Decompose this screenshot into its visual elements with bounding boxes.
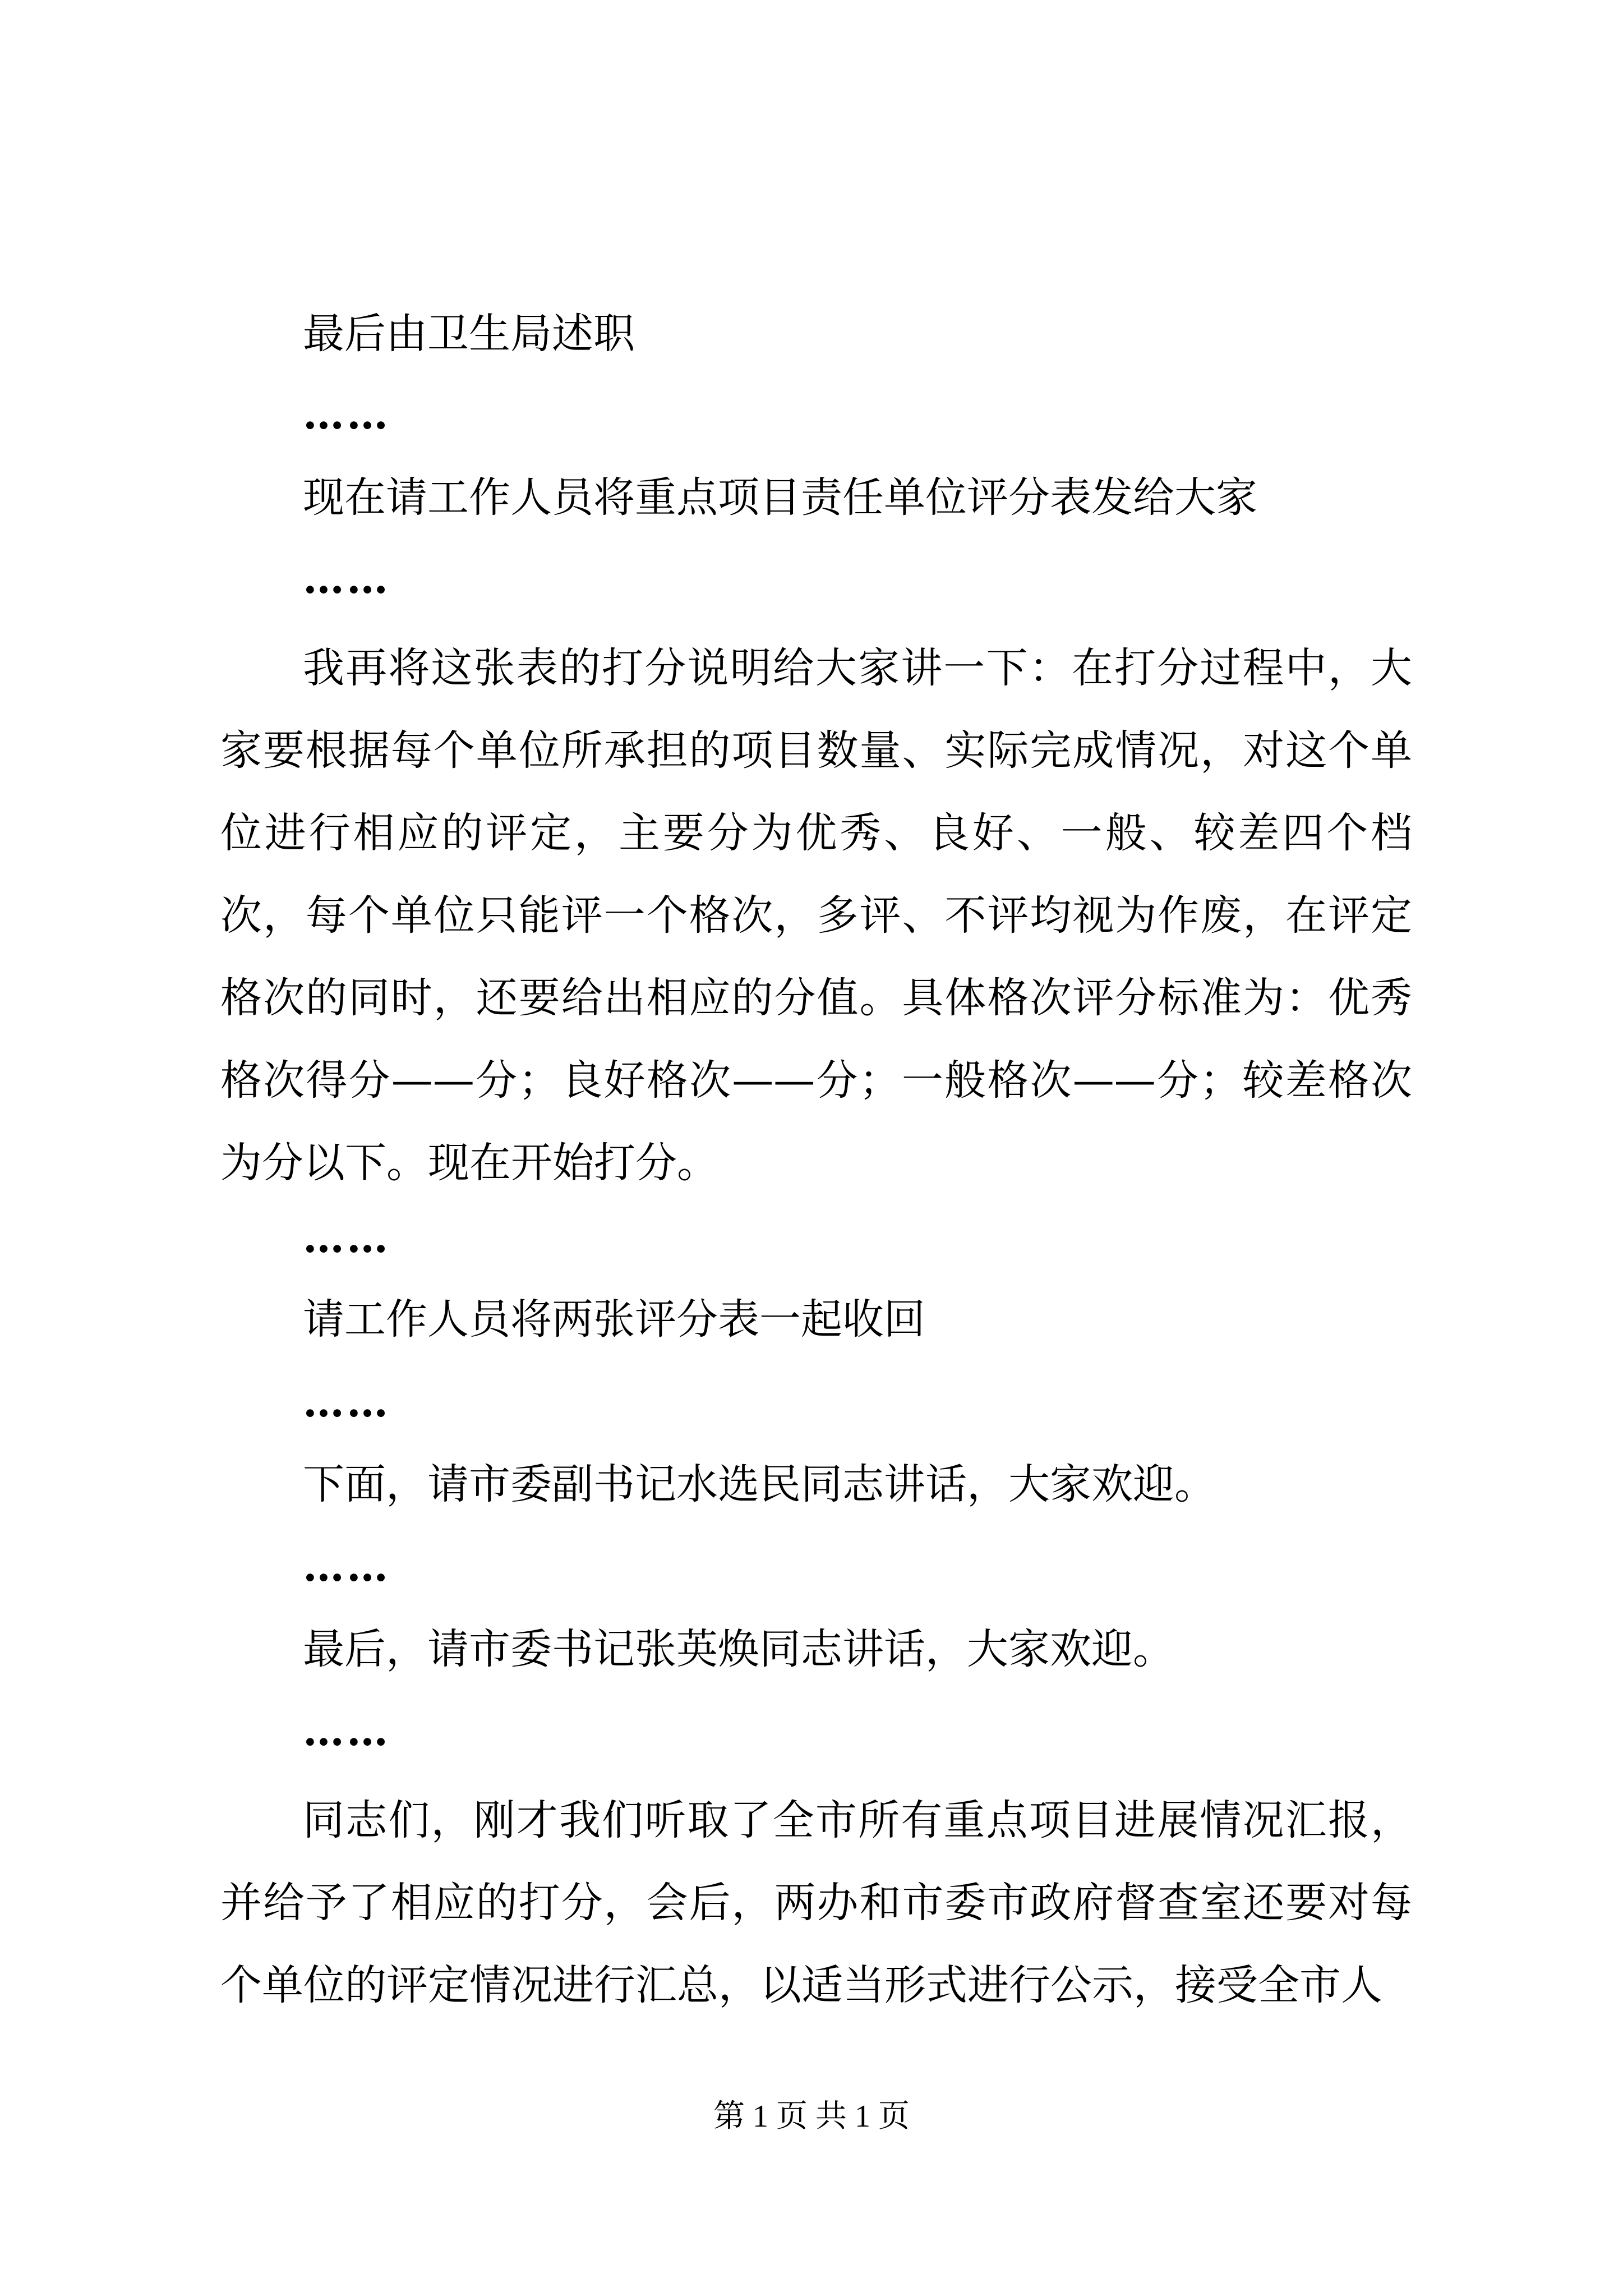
ellipsis-line: …… xyxy=(303,1378,390,1427)
ellipsis-line: …… xyxy=(303,555,390,603)
ellipsis-line: …… xyxy=(303,1543,390,1591)
body-paragraph: 同志们，刚才我们听取了全市所有重点项目进展情况汇报，并给予了相应的打分，会后，两办和市委市政府督查室还要对每个单位的评定情况进行汇总，以适当形式进行公示，接受全市人 xyxy=(220,1796,1412,2009)
body-paragraph: 我再将这张表的打分说明给大家讲一下：在打分过程中，大家要根据每个单位所承担的项目数量、实际完成情况，对这个单位进行相应的评定，主要分为优秀、良好、一般、较差四个档次，每个单位只能评一个格次，多评、不评均视为作废，在评定格次的同时，还要给出相应的分值。具体格次评分标准为：优秀格次得分——分；良好格次——分；一般格次——分；较差格次为分以下。现在开始打分。 xyxy=(220,644,1412,1187)
ellipsis-line: …… xyxy=(303,390,390,439)
text-line: 下面，请市委副书记水选民同志讲话，大家欢迎。 xyxy=(303,1460,1216,1508)
ellipsis-line: …… xyxy=(303,1707,390,1755)
page-footer: 第 1 页 共 1 页 xyxy=(713,2099,910,2134)
text-line: 请工作人员将两张评分表一起收回 xyxy=(303,1295,925,1343)
text-line: 最后，请市委书记张英焕同志讲话，大家欢迎。 xyxy=(303,1625,1174,1673)
ellipsis-line: …… xyxy=(303,1214,390,1262)
text-line: 现在请工作人员将重点项目责任单位评分表发给大家 xyxy=(303,473,1257,522)
text-line: 最后由卫生局述职 xyxy=(303,310,635,358)
